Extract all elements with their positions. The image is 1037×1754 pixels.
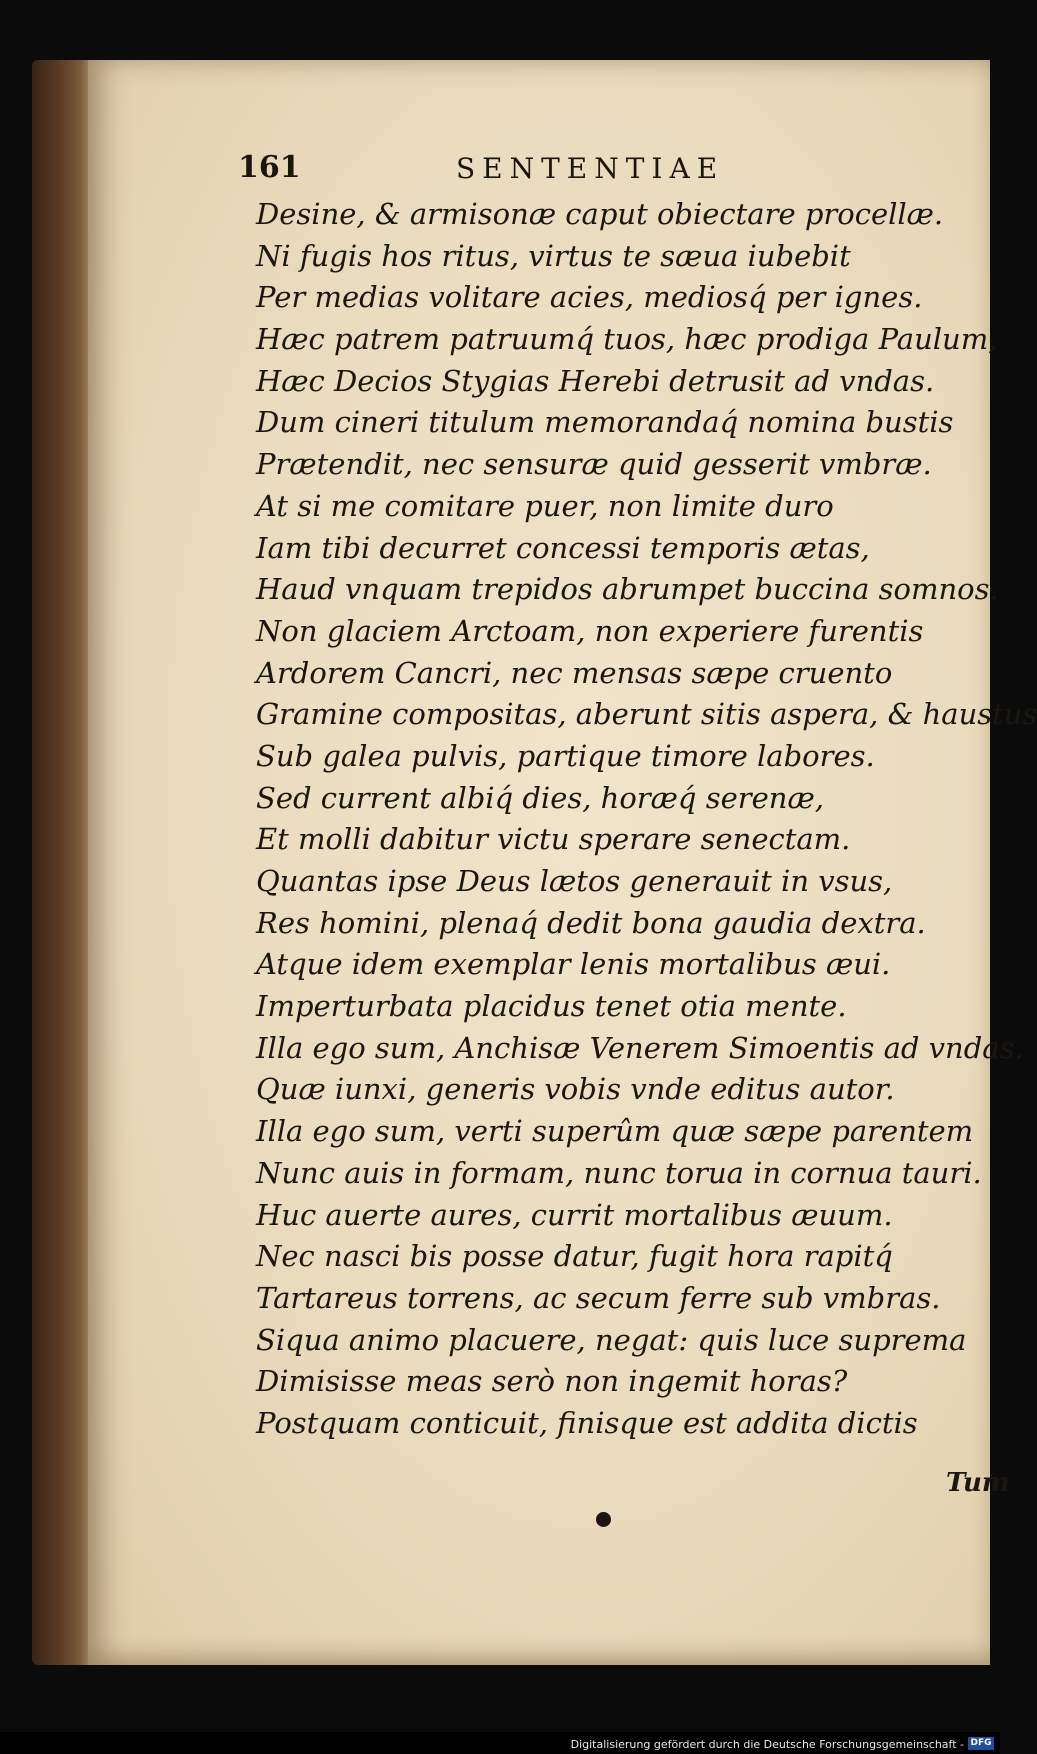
catchword: Tum (946, 1468, 1010, 1498)
digitization-credit: Digitalisierung gefördert durch die Deutsche Forschungsgemeinschaft - (570, 1738, 964, 1751)
verse-line: Siqua animo placuere, negat: quis luce suprema (256, 1322, 967, 1357)
verse-line: Tartareus torrens, ac secum ferre sub vmbras. (256, 1280, 941, 1315)
verse-line: Et molli dabitur victu sperare senectam. (256, 822, 851, 857)
verse-line: Nec nasci bis posse datur, fugit hora rapitq́ (256, 1239, 893, 1274)
verse-line: Illa ego sum, Anchisæ Venerem Simoentis ad vndas. (256, 1030, 1024, 1065)
dfg-logo: DFG (968, 1737, 994, 1750)
verse-line: Nunc auis in formam, nunc torua in cornua tauri. (256, 1155, 982, 1190)
verse-line: Ardorem Cancri, nec mensas sæpe cruento (256, 655, 893, 690)
verse-line: Huc auerte aures, currit mortalibus æuum. (256, 1197, 893, 1232)
verse-line: Sub galea pulvis, partique timore labores. (256, 738, 875, 773)
verse-line: Gramine compositas, aberunt sitis aspera, & haustus (256, 697, 1037, 732)
verse-line: Res homini, plenaq́ dedit bona gaudia dextra. (256, 905, 926, 940)
verse-line: Hæc patrem patruumq́ tuos, hæc prodiga Paulum, (256, 322, 998, 357)
verse-block (256, 194, 1037, 1445)
verse-line: Desine, & armisonæ caput obiectare procellæ. (256, 197, 944, 231)
verse-line: At si me comitare puer, non limite duro (256, 488, 834, 523)
verse-line: Prætendit, nec sensuræ quid gesserit vmbræ. (256, 447, 932, 482)
verse-line: Dum cineri titulum memorandaq́ nomina bustis (256, 405, 954, 440)
page-number: 161 (238, 150, 301, 185)
section-title: SENTENTIAE (456, 152, 725, 185)
verse-line: Atque idem exemplar lenis mortalibus æui. (256, 947, 891, 982)
verse-line: Ni fugis hos ritus, virtus te sæua iubebit (256, 238, 851, 273)
book-spine-edge (32, 60, 92, 1665)
verse-line: Per medias volitare acies, mediosq́ per ignes. (256, 280, 923, 315)
ink-blot (596, 1512, 611, 1527)
verse-line: Sed current albiq́ dies, horæq́ serenæ, (256, 780, 824, 815)
verse-line: Quæ iunxi, generis vobis vnde editus autor. (256, 1072, 895, 1107)
verse-line: Hæc Decios Stygias Herebi detrusit ad vndas. (256, 363, 935, 398)
verse-line: Illa ego sum, verti superûm quæ sæpe parentem (256, 1114, 974, 1149)
footer-bar (0, 1732, 1000, 1754)
verse-line: Dimisisse meas serò non ingemit horas? (256, 1364, 848, 1399)
verse-line: Postquam conticuit, finisque est addita dictis (256, 1405, 918, 1440)
verse-line: Iam tibi decurret concessi temporis ætas, (256, 530, 870, 565)
verse-line: Haud vnquam trepidos abrumpet buccina somnos. (256, 572, 999, 607)
running-head (238, 150, 838, 194)
verse-line: Quantas ipse Deus lætos generauit in vsus, (256, 864, 893, 898)
verse-line: Imperturbata placidus tenet otia mente. (256, 989, 847, 1024)
verse-line: Non glaciem Arctoam, non experiere furentis (256, 613, 924, 648)
